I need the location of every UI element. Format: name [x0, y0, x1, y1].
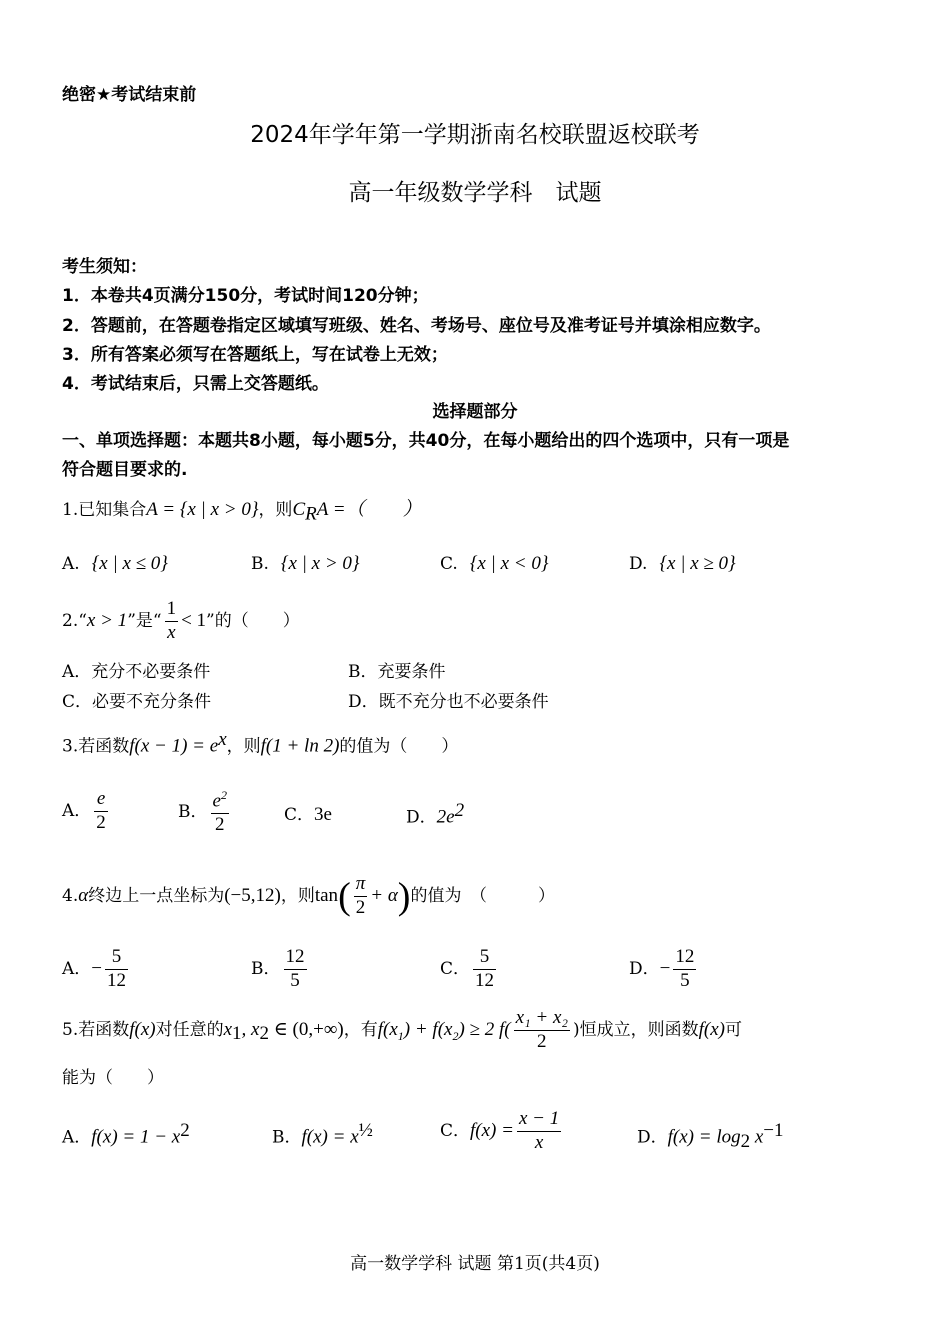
q4-option-b: B． $\frac{12}{5}$ [251, 946, 305, 991]
notice-heading: 考生须知： [62, 257, 147, 277]
exam-title: 2024年学年第一学期浙南名校联盟返校联考 [250, 122, 700, 148]
section-intro-line1: 一、单项选择题：本题共8小题，每小题5分，共40分，在每小题给出的四个选项中，只有一项是 [62, 431, 790, 451]
notice-item-2: 2．答题前，在答题卷指定区域填写班级、姓名、考场号、座位号及准考证号并填涂相应数字。 [62, 316, 771, 336]
question-5-stem: 5.若函数f(x)对任意的$x_1$, $x_2$ ∈ (0,+∞)，有$f(x_1) + f(x_2) \ge 2$ f( $\frac{\text{x₁ + x₂}}{2}$ )恒成立，则函数f(x)可 [62, 1007, 742, 1052]
question-3-stem: 3.若函数$f(x - 1) = e^x$，则f(1 + ln 2)的值为（ ） [62, 729, 459, 757]
q5-option-d: D．$f(x) = \log_2 x^{-1}$ [637, 1120, 784, 1153]
q2-option-d: D．既不充分也不必要条件 [348, 692, 549, 712]
q3-option-c: C．3e [284, 804, 332, 825]
exam-subtitle: 高一年级数学学科 试题 [348, 180, 602, 206]
question-5-stem-line2: 能为（ ） [62, 1068, 164, 1088]
q1-option-b: B. {x | x > 0} [251, 553, 360, 574]
q4-option-a: A．− $\frac{5}{12}$ [62, 946, 126, 991]
secret-label: 绝密★考试结束前 [62, 85, 197, 105]
question-2-stem: 2.“x > 1”是“ $\frac{1}{x}$ < 1”的（ ） [62, 598, 300, 643]
notice-item-4: 4．考试结束后，只需上交答题纸。 [62, 374, 329, 394]
q1-option-a: A. {x | x ≤ 0} [62, 553, 168, 574]
q1-option-d: D. {x | x ≥ 0} [629, 553, 736, 574]
q2-option-a: A．充分不必要条件 [62, 662, 211, 682]
notice-item-1: 1．本卷共4页满分150分，考试时间120分钟； [62, 286, 429, 306]
section-part-title: 选择题部分 [432, 402, 518, 422]
q4-option-c: C． $\frac{5}{12}$ [440, 946, 495, 991]
page-footer: 高一数学学科 试题 第1页(共4页) [350, 1254, 600, 1274]
q3-option-d: D．$2e^2$ [406, 800, 465, 828]
q3-option-b: B． $\frac{e^2}{2}$ [178, 788, 227, 836]
q5-option-a: A．$f(x) = 1 - x^2$ [62, 1120, 190, 1148]
q4-option-d: D．− $\frac{12}{5}$ [629, 946, 695, 991]
question-1-stem: 1.已知集合A = {x | x > 0}，则$C_RA$ =（ ） [62, 499, 422, 525]
notice-item-3: 3．所有答案必须写在答题纸上，写在试卷上无效； [62, 345, 448, 365]
q2-option-b: B．充要条件 [348, 662, 446, 682]
q1-option-c: C. {x | x < 0} [440, 553, 549, 574]
q5-option-c: C．f(x) = $\frac{x - 1}{x}$ [440, 1108, 560, 1153]
q2-option-c: C．必要不充分条件 [62, 692, 212, 712]
q3-option-a: A． $\frac{e}{2}$ [62, 788, 106, 833]
q5-option-b: B．$f(x) = x^{\frac{1}{2}}$ [272, 1120, 373, 1148]
section-intro-line2: 符合题目要求的. [62, 460, 188, 480]
question-4-stem: 4.α终边上一点坐标为(−5,12)，则tan( $\frac{\pi}{2}$ + α)的值为 （ ） [62, 873, 555, 918]
